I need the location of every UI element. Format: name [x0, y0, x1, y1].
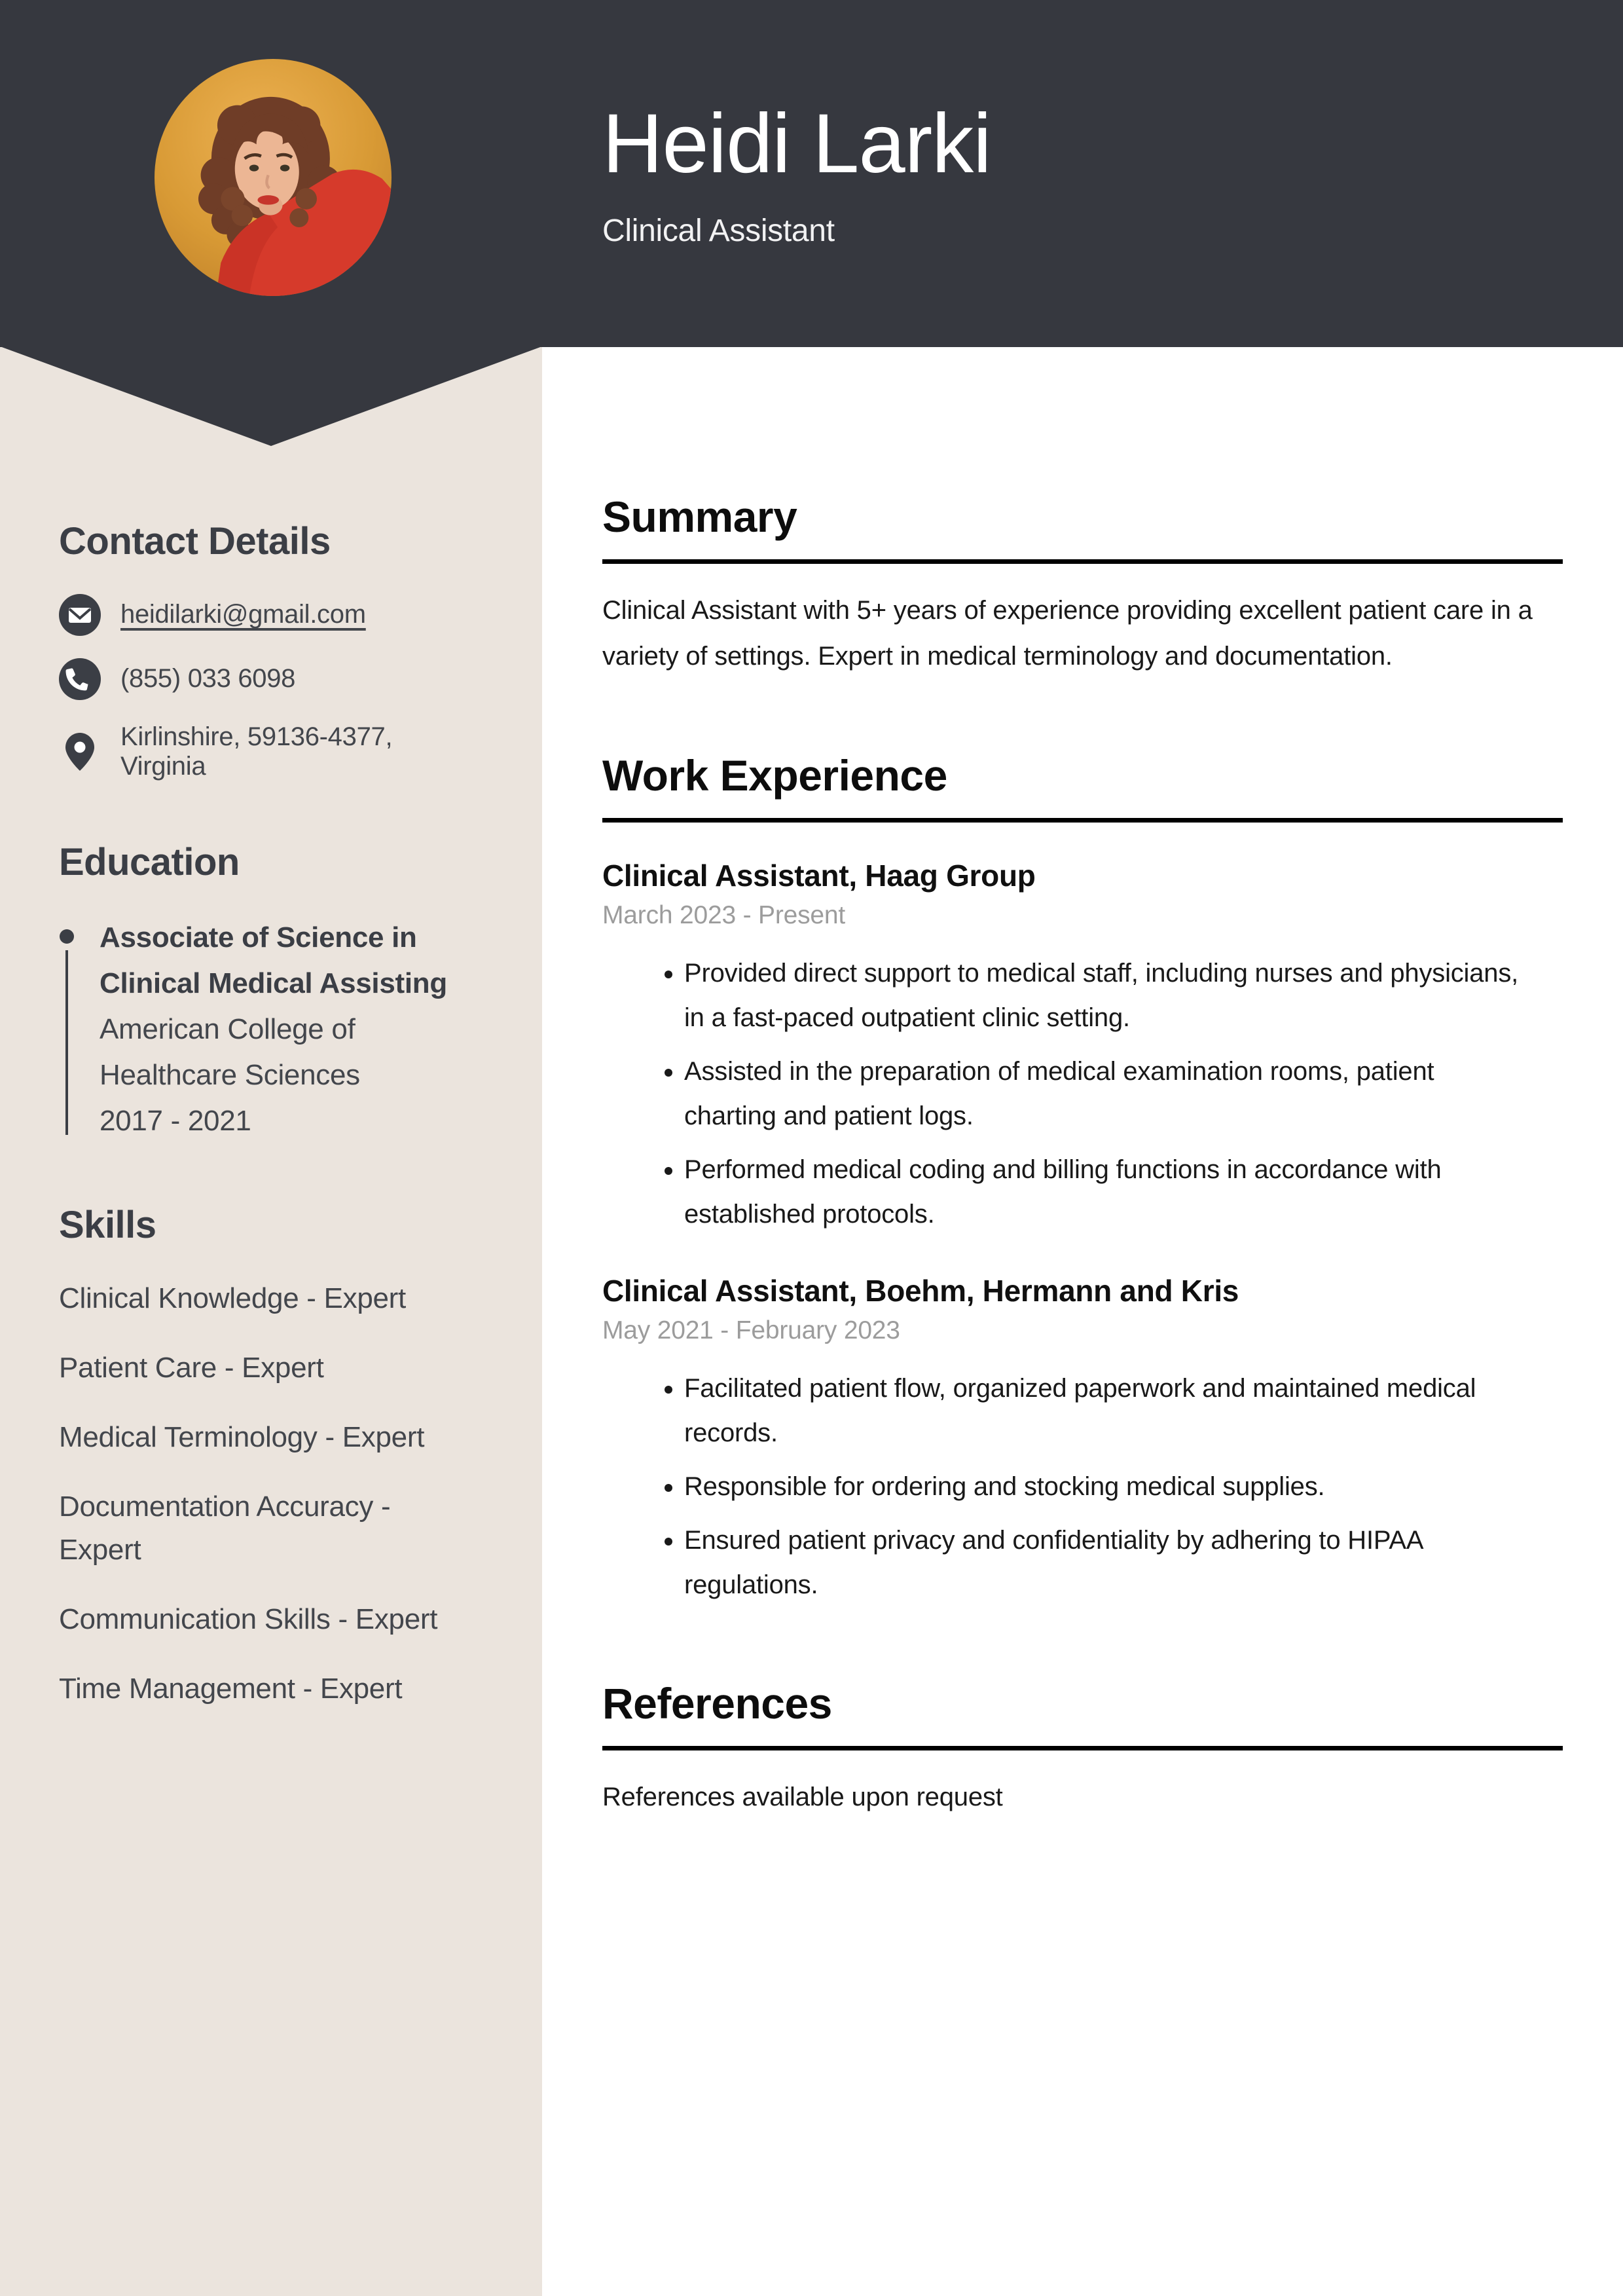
skill-item: Time Management - Expert [59, 1673, 403, 1705]
timeline-marker [59, 915, 75, 1144]
person-name: Heidi Larki [602, 97, 991, 191]
person-title: Clinical Assistant [602, 213, 835, 248]
summary-heading: Summary [602, 492, 1563, 564]
contact-row-location [59, 722, 484, 781]
job-entry [602, 1273, 1563, 1607]
skill-item: Communication Skills - Expert [59, 1603, 438, 1636]
job-dates: May 2021 - February 2023 [602, 1316, 900, 1344]
skill-item: Clinical Knowledge - Expert [59, 1282, 406, 1315]
contact-section [59, 521, 484, 781]
education-details [100, 915, 466, 1144]
sidebar-content [59, 521, 484, 1771]
job-bullet-list [602, 951, 1563, 1236]
job-bullet: • Ensured patient privacy and confidentiality by adhering to HIPAA regulations. [684, 1518, 1563, 1607]
references-heading: References [602, 1679, 1563, 1750]
email-icon [59, 594, 101, 636]
contact-row-phone [59, 658, 484, 700]
summary-text: Clinical Assistant with 5+ years of experience providing excellent patient care in a variety of settings. Expert in medical terminology and documentation. [602, 595, 1533, 671]
job-bullet: • Assisted in the preparation of medical examination rooms, patient charting and patient logs. [684, 1049, 1563, 1138]
education-entry [59, 915, 484, 1144]
summary-section [602, 492, 1563, 679]
job-title: Clinical Assistant, Haag Group [602, 858, 1036, 893]
school-name: American College of Healthcare Sciences [100, 1012, 360, 1091]
references-text: References available upon request [602, 1782, 1003, 1811]
skill-item: Documentation Accuracy - Expert [59, 1491, 391, 1566]
phone-icon [59, 658, 101, 700]
education-years: 2017 - 2021 [100, 1104, 251, 1137]
skills-section [59, 1204, 484, 1711]
header-text [602, 98, 991, 249]
job-bullet: • Provided direct support to medical staff, including nurses and physicians, in a fast-paced outpatient clinic setting. [684, 951, 1563, 1040]
job-bullet: • Facilitated patient flow, organized paperwork and maintained medical records. [684, 1366, 1563, 1455]
contact-row-email [59, 594, 484, 636]
phone-value: (855) 033 6098 [120, 664, 296, 694]
education-section [59, 842, 484, 1144]
location-pin-icon [59, 731, 101, 773]
email-link[interactable]: heidilarki@gmail.com [120, 600, 366, 629]
work-experience-section [602, 751, 1563, 1607]
timeline-line [65, 950, 68, 1135]
contact-heading: Contact Details [59, 520, 331, 563]
skills-heading: Skills [59, 1203, 156, 1246]
skill-item: Medical Terminology - Expert [59, 1421, 425, 1454]
job-dates: March 2023 - Present [602, 900, 846, 929]
profile-photo [155, 59, 392, 296]
references-section [602, 1679, 1563, 1820]
job-bullet: • Performed medical coding and billing functions in accordance with established protocols. [684, 1147, 1563, 1236]
work-experience-heading: Work Experience [602, 751, 1563, 823]
job-entry [602, 858, 1563, 1236]
degree-title: Associate of Science in Clinical Medical Assisting [100, 921, 447, 999]
skill-item: Patient Care - Expert [59, 1352, 324, 1384]
job-bullet-list [602, 1366, 1563, 1607]
timeline-dot-icon [60, 929, 74, 944]
job-title: Clinical Assistant, Boehm, Hermann and Kris [602, 1273, 1239, 1308]
main-column [602, 492, 1563, 1820]
education-heading: Education [59, 840, 240, 883]
location-value: Kirlinshire, 59136-4377, Virginia [120, 722, 393, 781]
job-bullet: • Responsible for ordering and stocking medical supplies. [684, 1464, 1563, 1509]
